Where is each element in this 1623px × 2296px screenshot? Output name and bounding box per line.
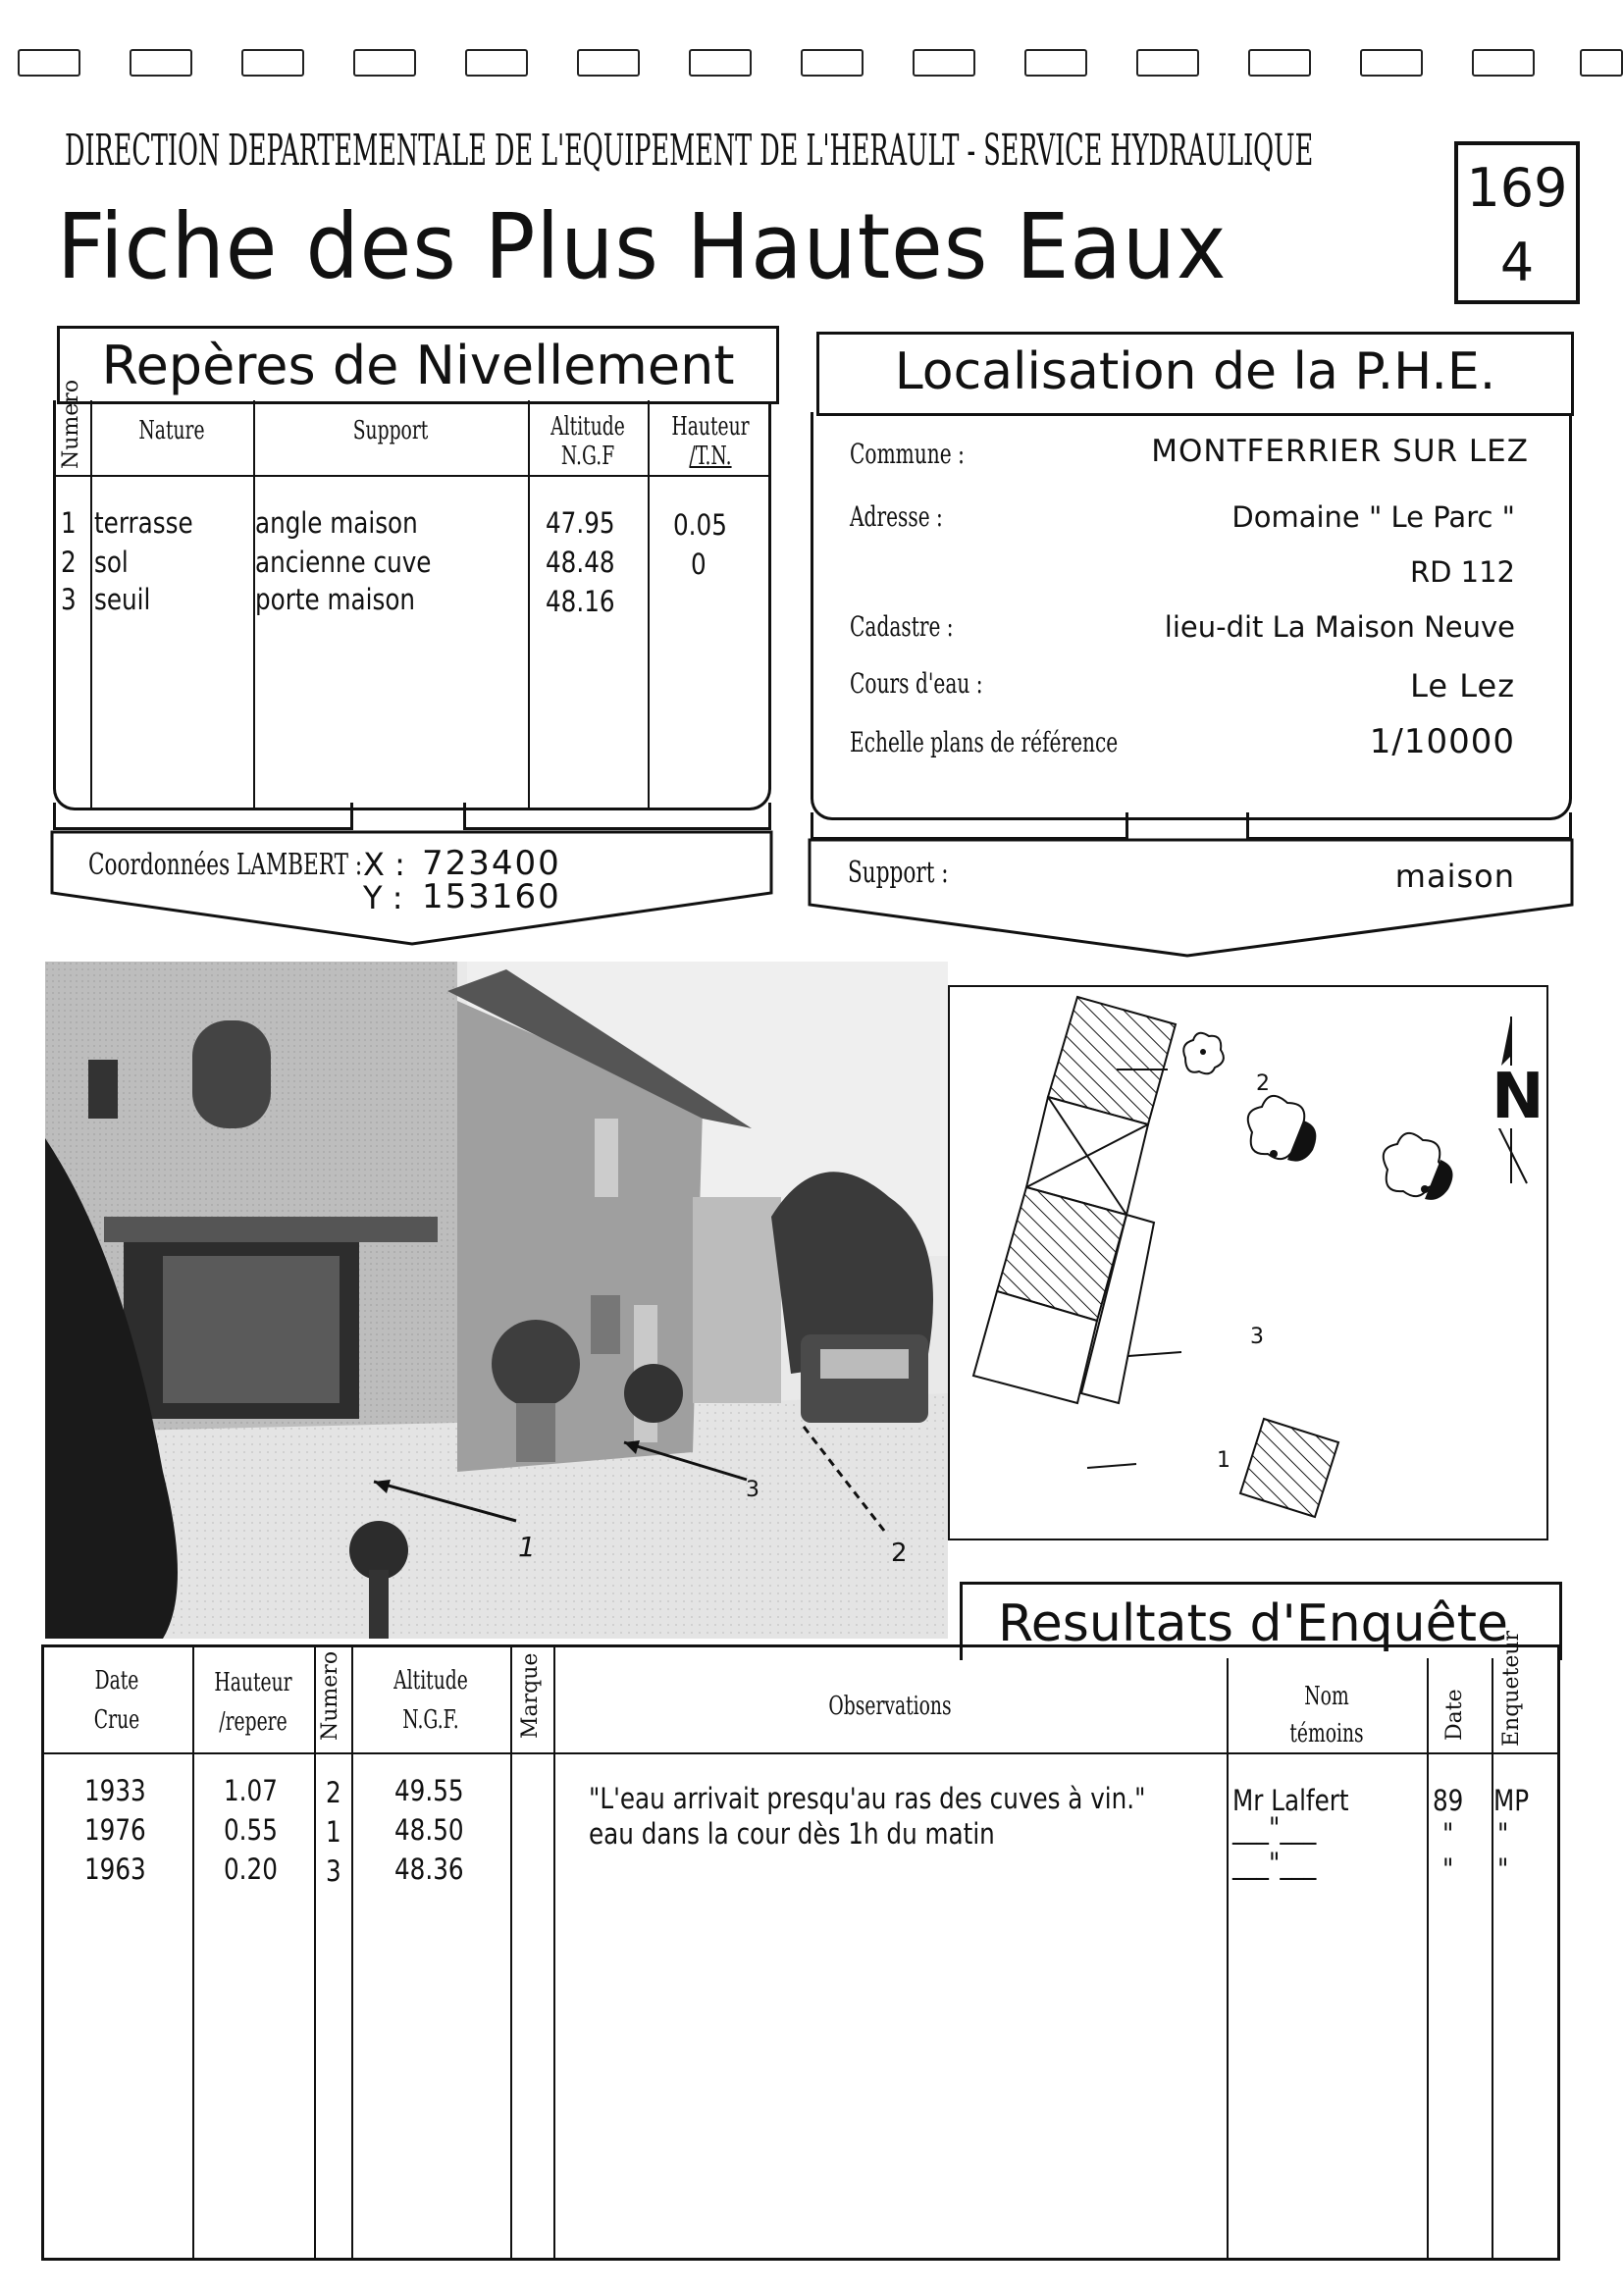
col-numero-header: Numero	[59, 379, 83, 469]
res-altitude: 48.36	[394, 1852, 464, 1886]
cadastre-value: lieu-dit La Maison Neuve	[1164, 610, 1515, 644]
reperes-heading: Repères de Nivellement	[101, 335, 735, 396]
coord-y-value: 153160	[422, 877, 561, 916]
repere-hauteur: 0	[691, 548, 707, 581]
res-observation: "L'eau arrivait presqu'au ras des cuves à vin."	[589, 1782, 1146, 1815]
plan-marker-3: 3	[1250, 1325, 1264, 1349]
res-hauteur: 0.20	[224, 1852, 278, 1886]
res-col-numero: Numero	[318, 1650, 342, 1741]
col-altitude-header: Altitude	[550, 412, 625, 442]
res-temoin: ___"___	[1232, 1811, 1317, 1845]
resultats-heading: Resultats d'Enquête	[998, 1594, 1508, 1653]
repere-altitude: 48.16	[546, 585, 615, 618]
repere-nature: sol	[94, 546, 129, 579]
res-date-enquete: 89	[1433, 1784, 1464, 1817]
res-col-altitude-sub: N.G.F.	[402, 1705, 459, 1735]
res-col-observations: Observations	[828, 1692, 952, 1721]
col-hauteur-header: Hauteur	[671, 412, 750, 442]
res-col-date2: Date	[1442, 1689, 1467, 1741]
res-hauteur: 0.55	[224, 1813, 278, 1847]
echelle-label: Echelle plans de référence	[850, 726, 1119, 758]
res-date-enquete: "	[1442, 1852, 1454, 1886]
res-temoin: Mr Lalfert	[1232, 1784, 1349, 1817]
localisation-heading: Localisation de la P.H.E.	[894, 342, 1496, 401]
repere-num: 1	[61, 506, 77, 540]
repere-altitude: 48.48	[546, 546, 615, 579]
coords-banner	[47, 824, 777, 952]
res-observation: eau dans la cour dès 1h du matin	[589, 1817, 995, 1851]
res-enqueteur: MP	[1493, 1784, 1530, 1817]
res-altitude: 48.50	[394, 1813, 464, 1847]
res-num: 3	[326, 1854, 341, 1888]
commune-value: MONTFERRIER SUR LEZ	[1151, 434, 1529, 469]
repere-nature: seuil	[94, 583, 151, 616]
page-title: Fiche des Plus Hautes Eaux	[57, 194, 1228, 299]
plan-marker-1: 1	[1217, 1448, 1230, 1473]
cadastre-label: Cadastre :	[850, 610, 954, 643]
res-col-date-sub: Crue	[93, 1705, 140, 1735]
reference-number: 169	[1466, 157, 1568, 219]
plan-marker-2: 2	[1256, 1071, 1270, 1096]
res-col-hauteur: Hauteur	[214, 1668, 292, 1697]
res-altitude: 49.55	[394, 1774, 464, 1807]
north-label: N	[1492, 1061, 1544, 1133]
support-banner	[805, 832, 1580, 960]
res-col-marque: Marque	[518, 1652, 543, 1739]
res-col-hauteur-sub: /repere	[219, 1707, 288, 1737]
repere-support: ancienne cuve	[255, 546, 432, 579]
col-nature-header: Nature	[138, 416, 205, 445]
res-date: 1976	[84, 1813, 146, 1847]
photo-marker-2: 2	[891, 1539, 908, 1568]
col-hauteur-sub: /T.N.	[689, 442, 732, 471]
repere-num: 3	[61, 583, 77, 616]
res-date: 1933	[84, 1774, 146, 1807]
coords-label: Coordonnées LAMBERT :	[88, 848, 363, 882]
res-hauteur: 1.07	[224, 1774, 278, 1807]
col-altitude-sub: N.G.F	[560, 442, 615, 471]
res-col-date: Date	[94, 1666, 139, 1696]
res-enqueteur: "	[1497, 1852, 1509, 1886]
res-col-nom: Nom	[1304, 1682, 1349, 1711]
col-support-header: Support	[352, 416, 429, 445]
repere-support: angle maison	[255, 506, 418, 540]
res-date: 1963	[84, 1852, 146, 1886]
res-col-nom-sub: témoins	[1289, 1719, 1364, 1748]
adresse-line-2: RD 112	[1409, 555, 1515, 589]
photo-marker-1: 1	[518, 1531, 536, 1563]
adresse-label: Adresse :	[850, 500, 943, 533]
repere-nature: terrasse	[94, 506, 193, 540]
support-label: Support :	[848, 856, 949, 890]
res-col-enqueteur: Enqueteur	[1499, 1630, 1524, 1747]
repere-support: porte maison	[255, 583, 416, 616]
repere-hauteur: 0.05	[673, 508, 727, 542]
agency-line: DIRECTION DEPARTEMENTALE DE L'EQUIPEMENT DE L'HERAULT - SERVICE HYDRAULIQUE	[65, 126, 1314, 176]
adresse-line-1: Domaine " Le Parc "	[1231, 500, 1515, 534]
photo-marker-3: 3	[746, 1478, 759, 1502]
reference-sheet: 4	[1499, 232, 1535, 293]
coord-x-label: X :	[363, 846, 405, 883]
res-num: 2	[326, 1776, 341, 1809]
cours-value: Le Lez	[1410, 667, 1515, 704]
reperes-heading-box	[57, 326, 779, 404]
res-date-enquete: "	[1442, 1817, 1454, 1851]
support-value: maison	[1394, 858, 1515, 895]
coord-y-label: Y :	[363, 879, 403, 916]
localisation-heading-box	[816, 332, 1574, 416]
echelle-value: 1/10000	[1369, 722, 1515, 761]
site-plan	[948, 985, 1548, 1540]
commune-label: Commune :	[850, 438, 965, 470]
reference-box	[1454, 141, 1580, 304]
site-photo	[45, 962, 948, 1639]
res-enqueteur: "	[1497, 1817, 1509, 1851]
repere-altitude: 47.95	[546, 506, 615, 540]
coord-x-value: 723400	[422, 844, 561, 883]
res-col-altitude: Altitude	[393, 1666, 468, 1696]
res-num: 1	[326, 1815, 341, 1849]
cours-label: Cours d'eau :	[850, 667, 983, 700]
res-temoin: ___"___	[1232, 1847, 1317, 1880]
repere-num: 2	[61, 546, 77, 579]
